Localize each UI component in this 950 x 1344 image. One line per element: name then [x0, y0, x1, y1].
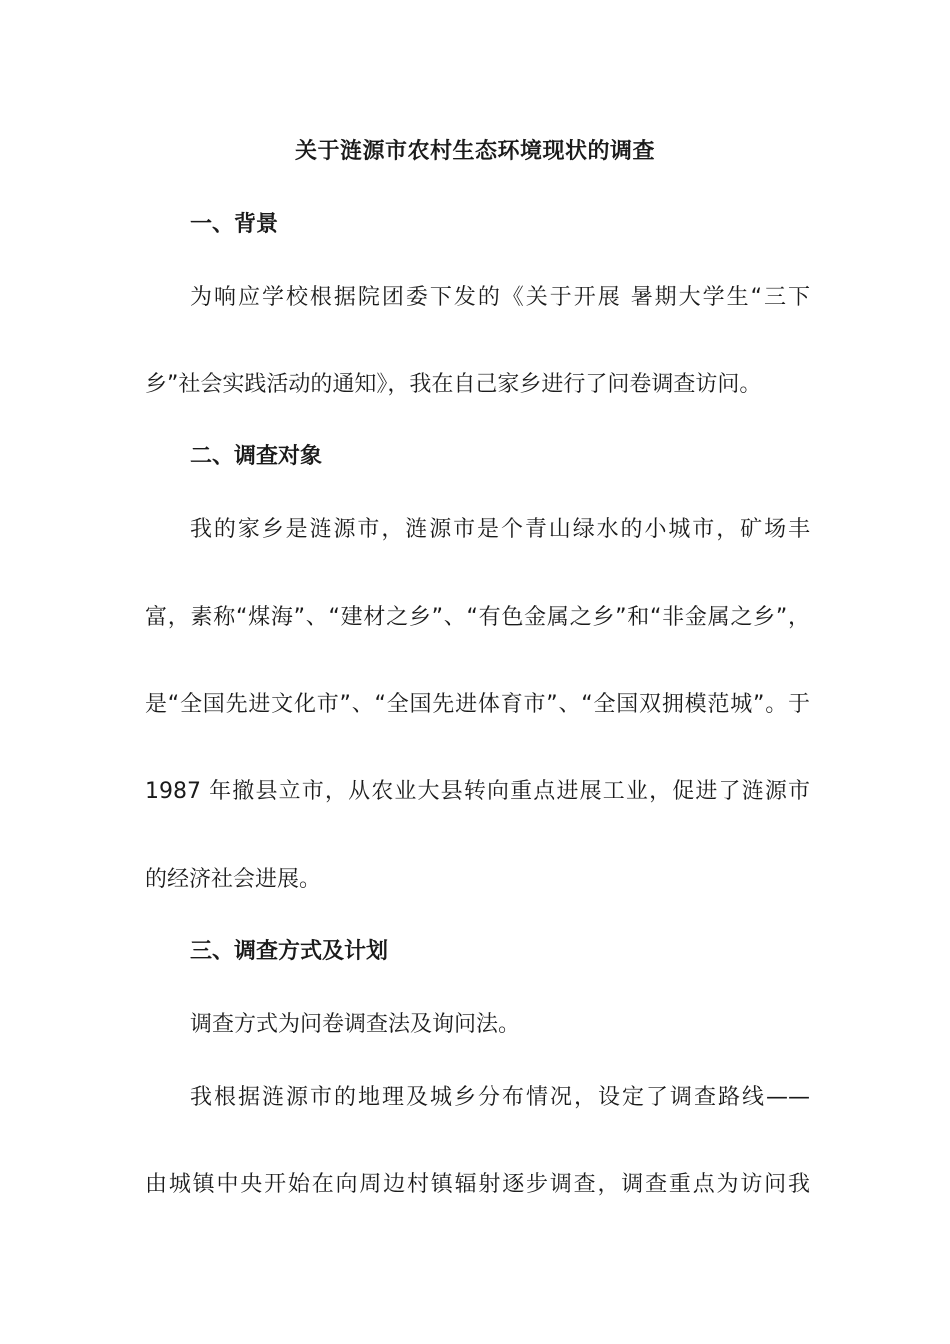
section-heading-background: 一、背景	[190, 212, 279, 237]
paragraph-line: 乡”社会实践活动的通知》，我在自己家乡进行了问卷调查访问。	[145, 372, 762, 397]
paragraph-line: 1987 年撤县立市，从农业大县转向重点进展工业，促进了涟源市	[145, 779, 810, 804]
section-heading-method: 三、调查方式及计划	[190, 939, 389, 964]
paragraph-line: 调查方式为问卷调查法及询问法。	[190, 1012, 521, 1037]
paragraph-line: 是“全国先进文化市”、“全国先进体育市”、“全国双拥模范城”。于	[145, 692, 810, 717]
paragraph-line: 的经济社会进展。	[145, 867, 322, 892]
paragraph-line: 我根据涟源市的地理及城乡分布情况，设定了调查路线——	[190, 1085, 810, 1110]
paragraph-line: 我的家乡是涟源市，涟源市是个青山绿水的小城市，矿场丰	[190, 517, 810, 542]
paragraph-line: 为响应学校根据院团委下发的《关于开展 暑期大学生“三下	[190, 285, 810, 310]
paragraph-line: 由城镇中央开始在向周边村镇辐射逐步调查，调查重点为访问我	[145, 1172, 810, 1197]
section-heading-subject: 二、调查对象	[190, 444, 323, 469]
paragraph-line: 富，素称“煤海”、“建材之乡”、“有色金属之乡”和“非金属之乡”，	[145, 605, 810, 630]
document-title: 关于涟源市农村生态环境现状的调查	[294, 139, 655, 164]
